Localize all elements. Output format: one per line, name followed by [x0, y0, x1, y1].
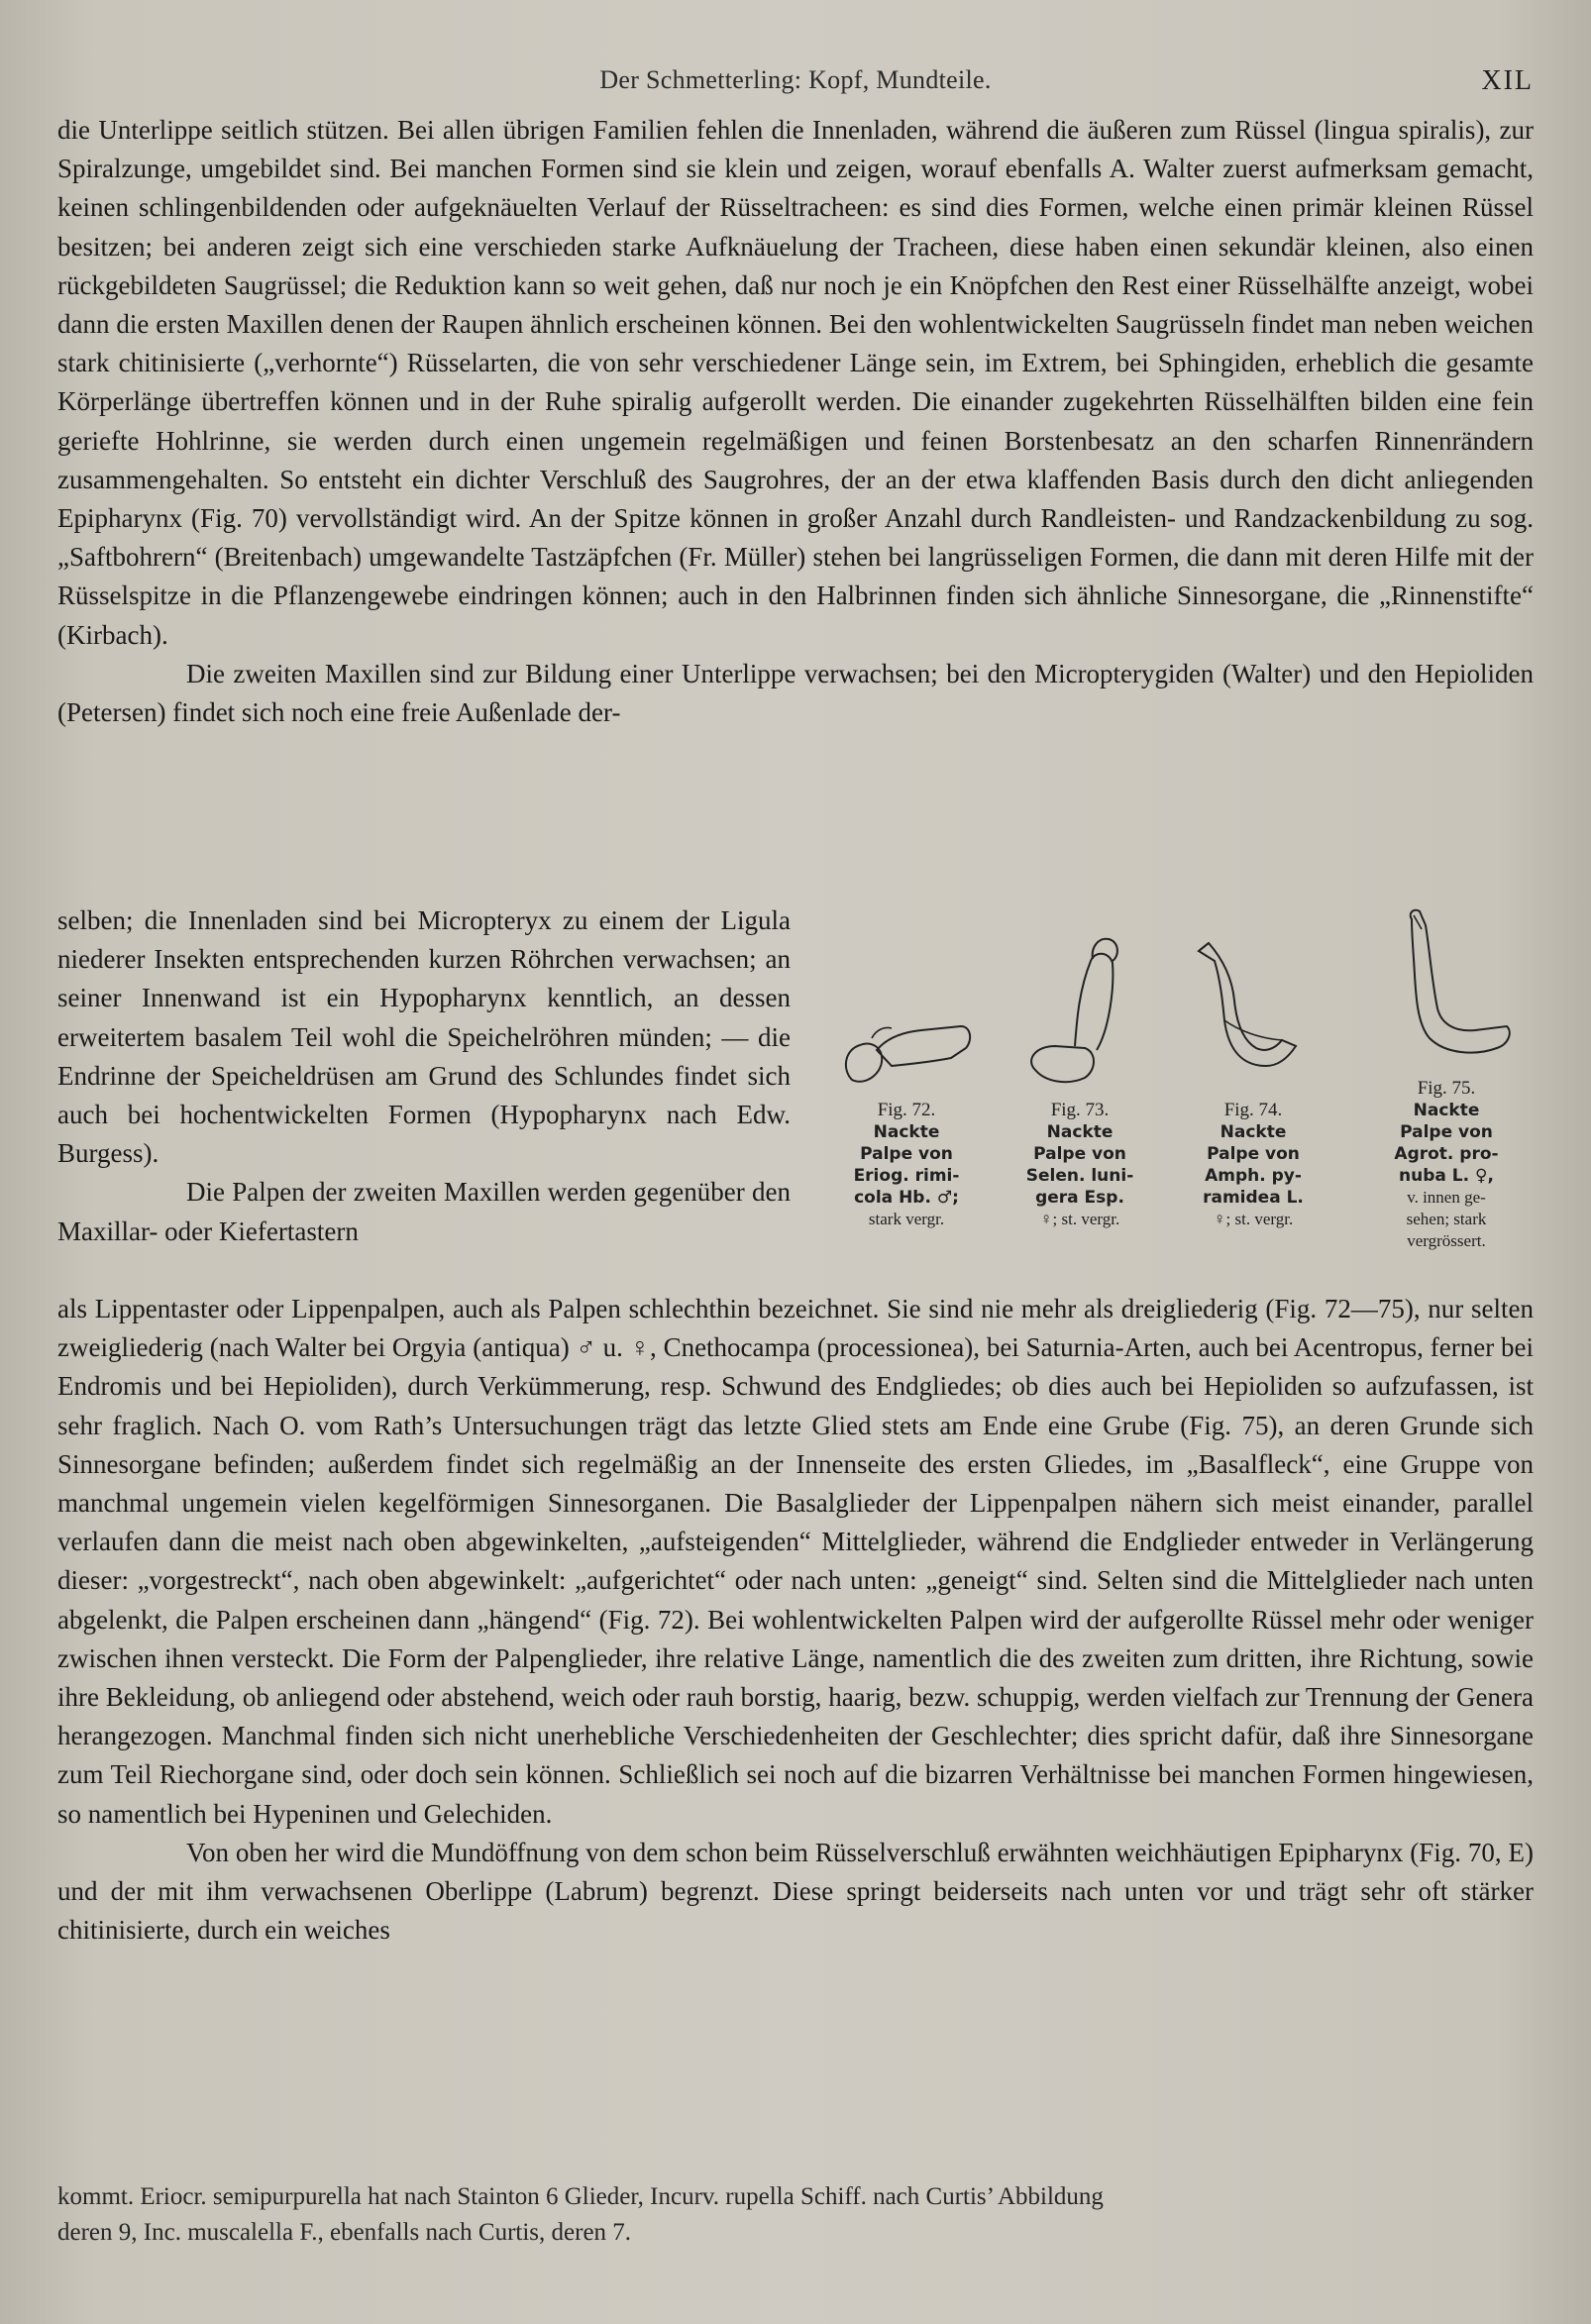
caption-line: ramidea L.: [1203, 1188, 1304, 1208]
caption-line: vergrössert.: [1407, 1231, 1486, 1250]
palp-drawing-72: [832, 921, 981, 1100]
caption-line: Selen. luni-: [1025, 1166, 1134, 1186]
figure-number: Fig. 75.: [1417, 1078, 1476, 1099]
body-text-top: [57, 111, 1534, 732]
figure-72: [832, 921, 981, 1230]
footnote-divider: [57, 2177, 1534, 2178]
figure-number: Fig. 72.: [877, 1100, 936, 1120]
caption-line: Nackte: [1046, 1122, 1114, 1142]
paragraph: Von oben her wird die Mundöffnung von dem schon beim Rüsselverschluß erwähnten weichhäutigen Epipharynx (Fig. 70, E) und der mit ihm verwachsenen Oberlippe (Labrum) begrenzt. Diese springt beiderseits nach unten vor und trägt sehr oft stärker chitinisierte, durch ein weiches: [57, 1837, 1534, 1946]
caption-line: Palpe von: [1033, 1144, 1126, 1164]
paragraph: als Lippentaster oder Lippenpalpen, auch als Palpen schlechthin bezeichnet. Sie sind nie mehr als dreigliederig (Fig. 72—75), nur selten zweigliederig (nach Walter bei Orgyia (antiqua) ♂ u. ♀, Cnethocampa (processionea), bei Saturnia-Arten, auch bei Acentropus, ferner bei Endromis und bei Hepioliden), durch Verkümmerung, resp. Schwund des Endgliedes; ob dies auch bei Hepioliden so aufzufassen, ist sehr fraglich. Nach O. vom Rath’s Untersuchungen trägt das letzte Glied stets am Ende eine Grube (Fig. 75), an deren Grunde sich Sinnesorgane befinden; außerdem findet sich regelmäßig an der Innenseite des ersten Gliedes, im „Basalfleck“, eine Gruppe von manchmal ungemein vielen kegelförmigen Sinnesorganen. Die Basalglieder der Lippenpalpen nähern sich meist einander, parallel verlaufen dann die meist nach oben abgewinkelten, „aufsteigenden“ Mittelglieder, während die Endglieder entweder in Verlängerung dieser: „vorgestreckt“, nach oben abgewinkelt: „aufgerichtet“ oder nach unten: „geneigt“ sind. Selten sind die Mittelglieder nach unten abgelenkt, die Palpen erscheinen dann „hängend“ (Fig. 72). Bei wohlentwickelten Palpen wird der aufgerollte Rüssel mehr oder weniger zwischen ihnen versteckt. Die Form der Palpenglieder, ihre relative Länge, namentlich die des zweiten zum dritten, ihre Richtung, sowie ihre Bekleidung, ob anliegend oder abstehend, weich oder rauh borstig, haarig, bezw. schuppig, werden vielfach zur Trennung der Genera herangezogen. Manchmal finden sich nicht unerhebliche Verschiedenheiten der Geschlechter; dies spricht dafür, daß ihre Sinnesorgane zum Teil Riechorgane sind, oder doch sein können. Schließlich sei noch auf die bizarren Verhältnisse bei manchen Formen hingewiesen, so namentlich bei Hypeninen und Gelechiden.: [57, 1294, 1534, 1829]
page-header: [57, 65, 1534, 105]
paragraph: die Unterlippe seitlich stützen. Bei allen übrigen Familien fehlen die Innenladen, während die äußeren zum Rüssel (lingua spiralis), zur Spiralzunge, umgebildet sind. Bei manchen Formen sind sie klein und zeigen, worauf ebenfalls A. Walter zuerst aufmerksam gemacht, keinen schlingenbildenden oder aufgeknäuelten Verlauf der Rüsseltracheen: es sind dies Formen, welche einen primär kleinen Rüssel besitzen; bei anderen zeigt sich eine verschieden starke Aufknäuelung der Tracheen, diese haben einen sekundär kleinen, also einen rückgebildeten Saugrüssel; die Reduktion kann so weit gehen, daß nur noch je ein Knöpfchen den Rest einer Rüsselhälfte anzeigt, wobei dann die ersten Maxillen denen der Raupen ähnlich erscheinen können. Bei den wohlentwickelten Saugrüsseln findet man neben weichen stark chitinisierte („verhornte“) Rüsselarten, die von sehr verschiedener Länge sein, im Extrem, bei Sphingiden, erheblich die gesamte Körperlänge übertreffen können und in der Ruhe spiralig aufgerollt werden. Die einander zugekehrten Rüsselhälften bilden eine fein gerieftе Hohlrinne, sie werden durch einen ungemein regelmäßigen und feinen Borstenbesatz an den scharfen Rinnenrändern zusammengehalten. So entsteht ein dichter Verschluß des Saugrohres, der an der etwa klaffenden Basis durch den dicht anliegenden Epipharynx (Fig. 70) vervollständigt wird. An der Spitze können in großer Anzahl durch Randleisten- und Randzackenbildung zu sog. „Saftbohrern“ (Breitenbach) umgewandelte Tastzäpfchen (Fr. Müller) stehen bei langrüsseligen Formen, die dann mit deren Hilfe mit der Rüsselspitze in die Pflanzengewebe eindringen können; auch in den Halbrinnen finden sich ähnliche Sinnesorgane, die „Rinnenstifte“ (Kirbach).: [57, 115, 1534, 650]
caption-line: stark vergr.: [868, 1210, 945, 1228]
caption-line: Nackte: [873, 1122, 940, 1142]
caption-line: Palpe von: [860, 1144, 953, 1164]
footnote-line: deren 9, Inc. muscalella F., ebenfalls nach Curtis, deren 7.: [57, 2219, 632, 2246]
caption-line: Palpe von: [1400, 1122, 1493, 1142]
paragraph: Die Palpen der zweiten Maxillen werden gegenüber den Maxillar- oder Kiefertastern: [57, 1177, 791, 1246]
caption-line: Palpe von: [1207, 1144, 1300, 1164]
footnote-line: kommt. Eriocr. semipurpurella hat nach Stainton 6 Glieder, Incurv. rupella Schiff. nach Curtis’ Abbildung: [57, 2183, 1104, 2210]
caption-line: Amph. py-: [1205, 1166, 1302, 1186]
caption-line: nuba L. ♀,: [1399, 1166, 1494, 1186]
figure-group-palps: [832, 921, 1545, 1278]
paragraph: selben; die Innenladen sind bei Micropteryx zu einem der Ligula niederer Insekten entsprechenden kurzen Röhrchen verwachsen; an seiner Innenwand ist ein Hypopharynx kenntlich, an dessen erweitertem basalem Teil wohl die Speichelröhren münden; — die Endrinne der Speicheldrüsen am Grund des Schlundes findet sich auch bei hochentwickelten Formen (Hypopharynx nach Edw. Burgess).: [57, 905, 791, 1169]
caption-line: v. innen ge-: [1407, 1188, 1486, 1207]
figure-73: [1006, 921, 1154, 1230]
palp-drawing-75: [1372, 899, 1521, 1078]
body-text-bottom: [57, 1290, 1534, 1950]
running-head: Der Schmetterling: Kopf, Mundteile.: [599, 65, 992, 94]
caption-line: sehen; stark: [1406, 1210, 1487, 1228]
caption-line: gera Esp.: [1035, 1188, 1124, 1208]
caption-line: ♀; st. vergr.: [1213, 1210, 1294, 1228]
body-text-beside-figures: [57, 901, 791, 1251]
caption-line: Eriog. rimi-: [853, 1166, 960, 1186]
paragraph: Die zweiten Maxillen sind zur Bildung einer Unterlippe verwachsen; bei den Micropterygiden (Walter) und den Hepioliden (Petersen) findet sich noch eine freie Außenlade der-: [57, 658, 1534, 728]
caption-line: ♀; st. vergr.: [1039, 1210, 1120, 1228]
page-number: XIL: [1481, 65, 1534, 96]
caption-line: cola Hb. ♂;: [854, 1188, 959, 1208]
palp-drawing-73: [1006, 921, 1154, 1100]
figure-75: [1372, 899, 1521, 1252]
figure-74: [1179, 921, 1327, 1230]
caption-line: Agrot. pro-: [1394, 1144, 1499, 1164]
figure-number: Fig. 74.: [1223, 1100, 1283, 1120]
caption-line: Nackte: [1220, 1122, 1287, 1142]
palp-drawing-74: [1179, 921, 1327, 1100]
caption-line: Nackte: [1413, 1101, 1480, 1120]
figure-number: Fig. 73.: [1050, 1100, 1110, 1120]
footnote: [57, 2179, 1534, 2251]
